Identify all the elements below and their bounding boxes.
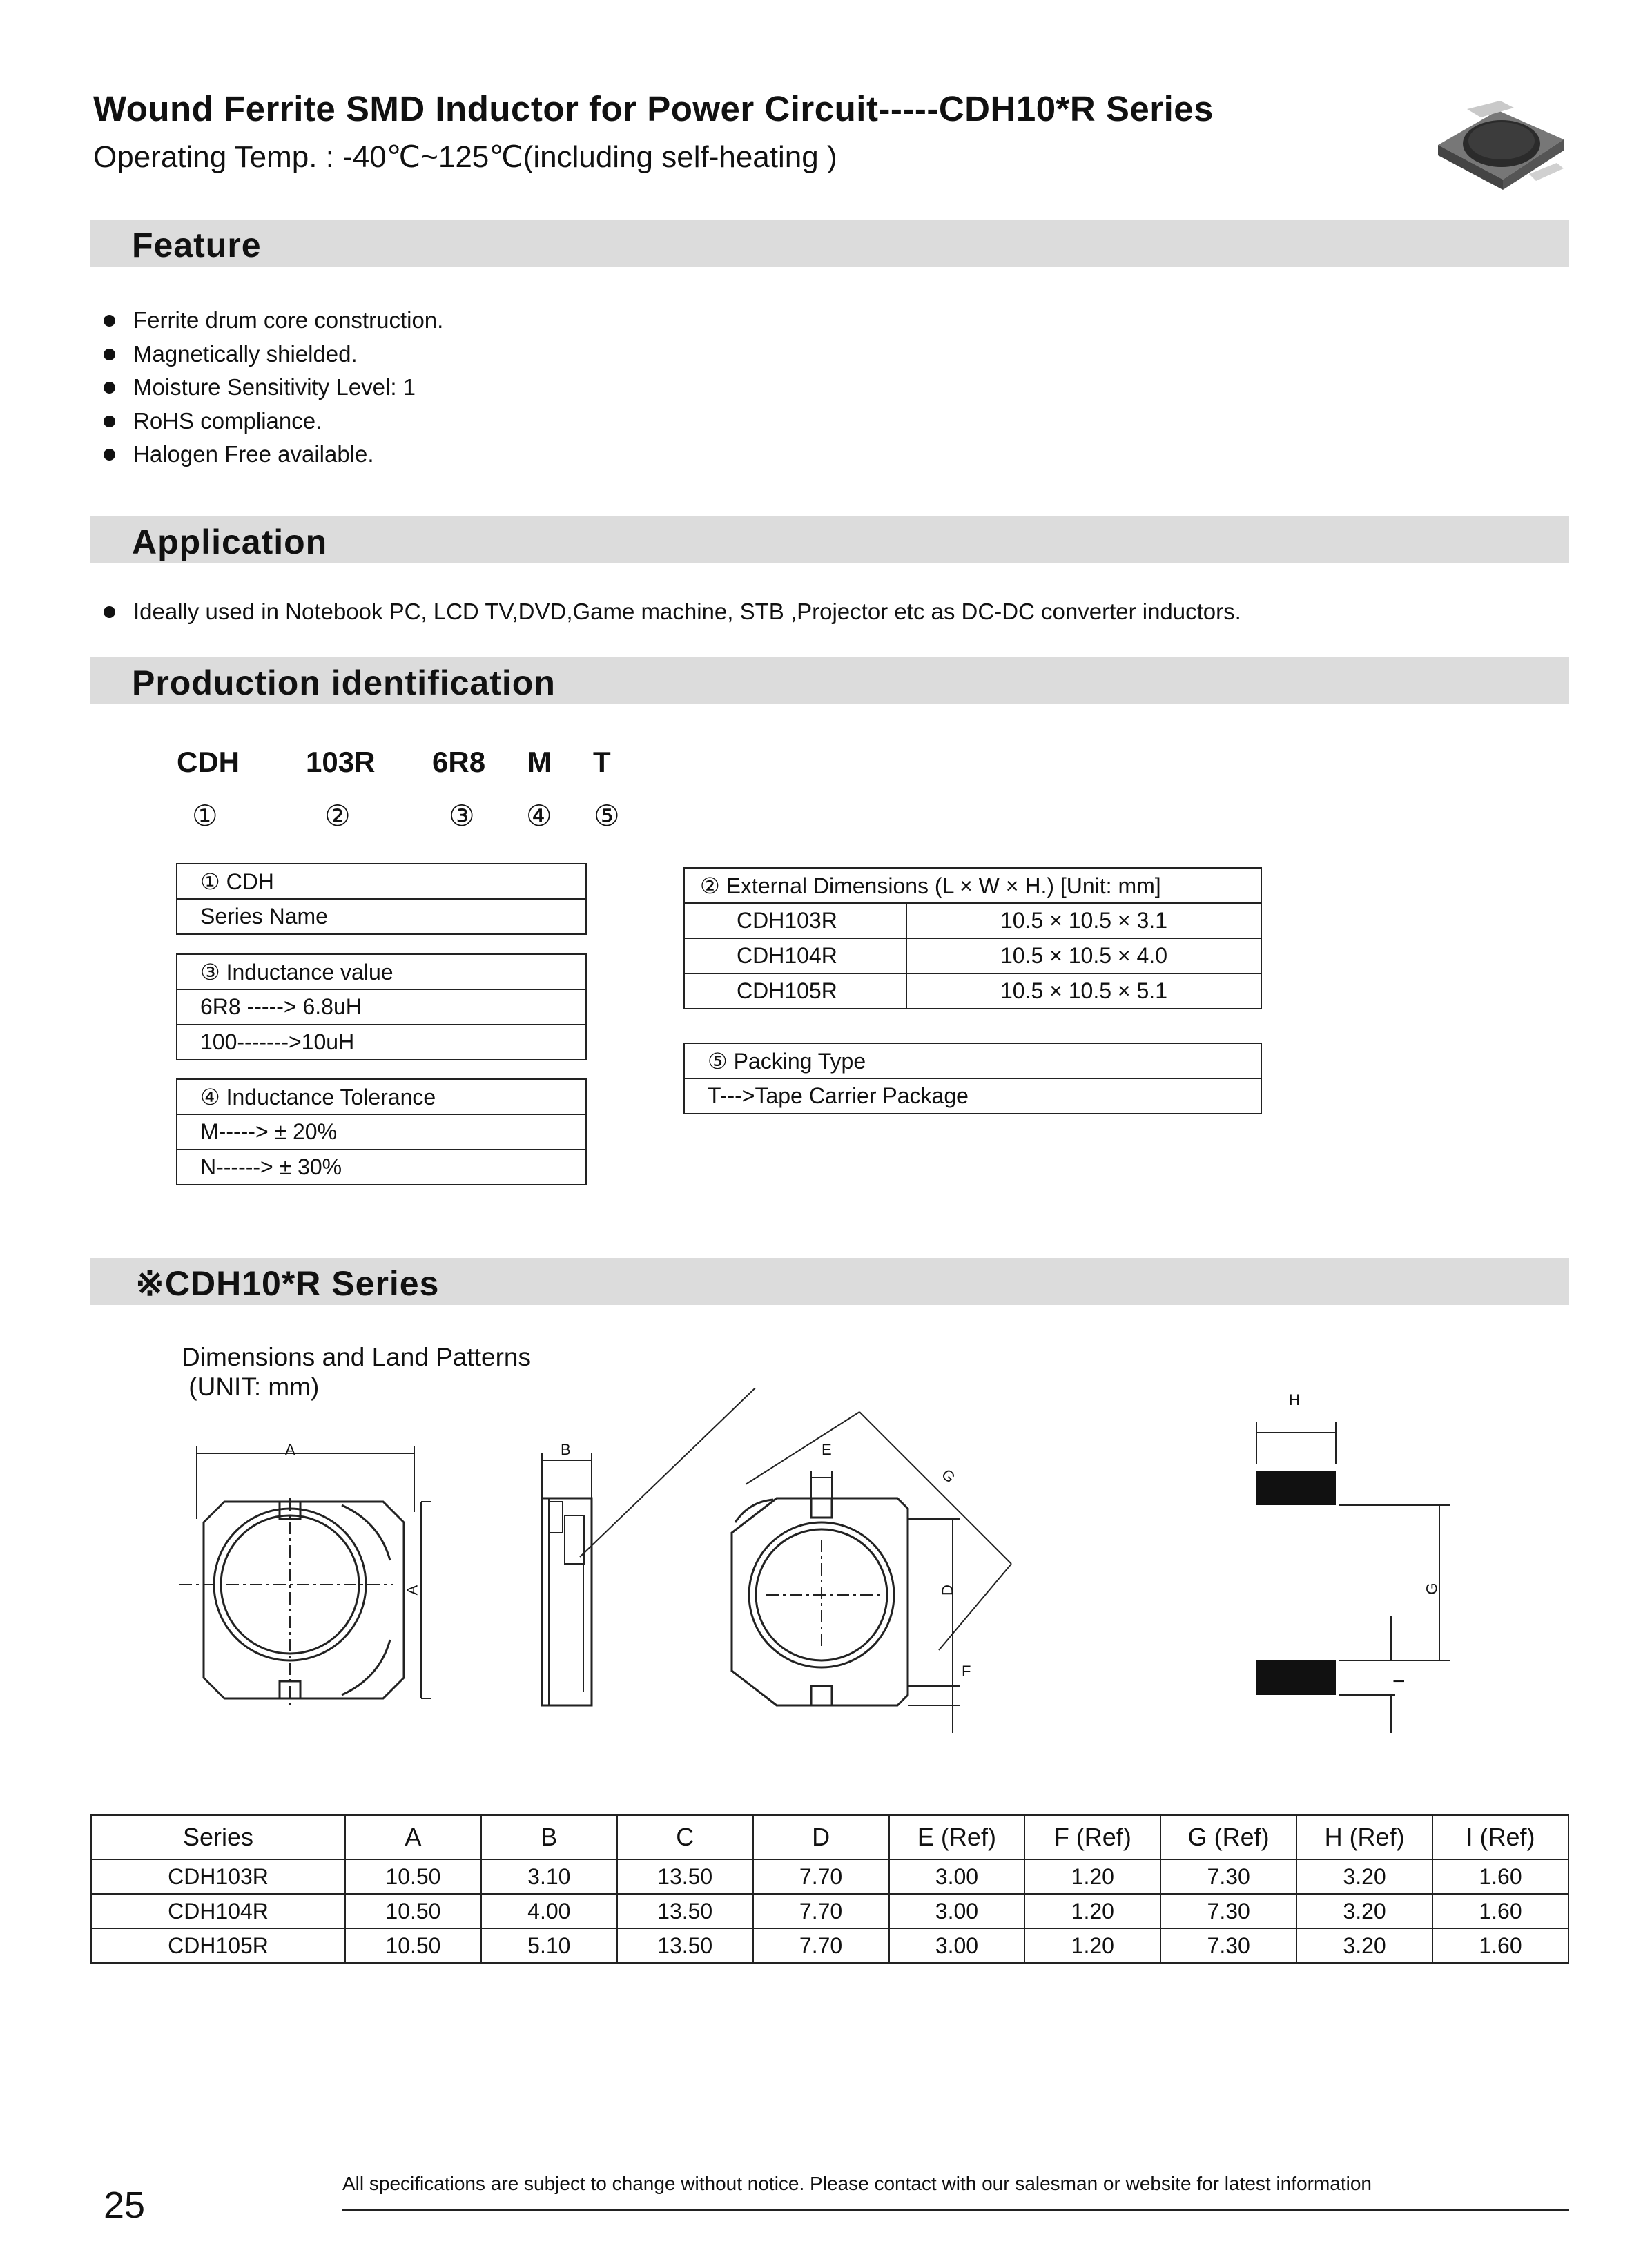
- column-header: D: [753, 1815, 889, 1859]
- top-view-drawing: [179, 1446, 431, 1705]
- dimensions-series: CDH105R: [684, 973, 906, 1009]
- table-cell: 3.10: [481, 1859, 617, 1894]
- table-cell: 1.60: [1432, 1894, 1568, 1928]
- feature-item: Halogen Free available.: [104, 438, 443, 472]
- code-number-2: ②: [324, 800, 351, 832]
- table-cell: 7.30: [1160, 1928, 1296, 1963]
- table-row: [91, 1859, 1568, 1894]
- dimension-label-b: B: [561, 1441, 571, 1458]
- feature-item: Ferrite drum core construction.: [104, 304, 443, 338]
- side-view-drawing: [542, 1453, 592, 1705]
- series-section-header: [90, 1258, 1569, 1305]
- table-cell: 1.20: [1024, 1928, 1160, 1963]
- bottom-view-drawing: [580, 1388, 1011, 1733]
- table-cell: 3.00: [889, 1928, 1025, 1963]
- code-part-inductance: 6R8: [432, 746, 486, 778]
- table-cell: 7.70: [753, 1859, 889, 1894]
- packing-row: T--->Tape Carrier Package: [684, 1078, 1261, 1114]
- table-cell: 7.30: [1160, 1859, 1296, 1894]
- column-header: E (Ref): [889, 1815, 1025, 1859]
- application-section-header: [90, 516, 1569, 563]
- table-cell: 7.30: [1160, 1894, 1296, 1928]
- inductance-header: ③ Inductance value: [177, 954, 586, 989]
- code-number-5: ⑤: [594, 800, 620, 832]
- application-heading: Application: [132, 523, 328, 561]
- dimension-label-h: H: [1289, 1391, 1300, 1408]
- table-cell: 1.20: [1024, 1859, 1160, 1894]
- packing-type-table: [683, 1043, 1262, 1114]
- feature-heading: Feature: [132, 226, 262, 264]
- footer-note: All specifications are subject to change without notice. Please contact with our salesman or website for latest information: [342, 2173, 1372, 2194]
- land-pattern-drawing: [1256, 1422, 1450, 1733]
- table-cell: 1.20: [1024, 1894, 1160, 1928]
- code-number-3: ③: [449, 800, 475, 832]
- table-row: [684, 903, 1261, 938]
- series-name-table: [176, 863, 587, 935]
- external-dimensions-table: [683, 867, 1262, 1009]
- table-cell: 5.10: [481, 1928, 617, 1963]
- feature-item: Moisture Sensitivity Level: 1: [104, 371, 443, 405]
- column-header: I (Ref): [1432, 1815, 1568, 1859]
- table-cell: 3.00: [889, 1894, 1025, 1928]
- table-cell: 3.20: [1296, 1894, 1432, 1928]
- series-heading: ※CDH10*R Series: [135, 1264, 440, 1303]
- table-row: [91, 1928, 1568, 1963]
- table-cell: 7.70: [753, 1894, 889, 1928]
- feature-section-header: [90, 220, 1569, 267]
- table-cell: 10.50: [345, 1928, 481, 1963]
- code-part-tolerance: M: [527, 746, 552, 778]
- operating-temperature: Operating Temp. : -40℃~125℃(including self-heating ): [93, 140, 837, 174]
- dimension-label-a-vertical: A: [403, 1585, 421, 1596]
- code-part-series: CDH: [177, 746, 240, 778]
- dimensions-value: 10.5 × 10.5 × 4.0: [906, 938, 1261, 973]
- inductance-row: 100------->10uH: [177, 1025, 586, 1060]
- dimension-label-a: A: [285, 1441, 295, 1458]
- dimensions-value: 10.5 × 10.5 × 5.1: [906, 973, 1261, 1009]
- table-cell: 1.60: [1432, 1859, 1568, 1894]
- inductance-value-table: [176, 953, 587, 1060]
- series-name-row: Series Name: [177, 899, 586, 934]
- table-cell: 7.70: [753, 1928, 889, 1963]
- table-cell: 4.00: [481, 1894, 617, 1928]
- code-number-1: ①: [192, 800, 218, 832]
- column-header: F (Ref): [1024, 1815, 1160, 1859]
- packing-header: ⑤ Packing Type: [684, 1043, 1261, 1078]
- dimensions-series: CDH104R: [684, 938, 906, 973]
- dimension-label-f: F: [962, 1663, 971, 1680]
- table-cell: 3.00: [889, 1859, 1025, 1894]
- tolerance-row: M-----> ± 20%: [177, 1114, 586, 1150]
- code-part-packing: T: [593, 746, 611, 778]
- column-header: Series: [91, 1815, 345, 1859]
- specification-table: [90, 1814, 1569, 1964]
- table-cell: 10.50: [345, 1859, 481, 1894]
- tolerance-header: ④ Inductance Tolerance: [177, 1079, 586, 1114]
- column-header: B: [481, 1815, 617, 1859]
- table-cell: 13.50: [617, 1928, 753, 1963]
- table-row: [91, 1894, 1568, 1928]
- drawing-unit: (UNIT: mm): [182, 1373, 320, 1401]
- dimension-label-g: G: [1423, 1582, 1441, 1595]
- series-name-header: ① CDH: [177, 864, 586, 899]
- table-cell: 1.60: [1432, 1928, 1568, 1963]
- inductance-row: 6R8 -----> 6.8uH: [177, 989, 586, 1025]
- table-cell: CDH103R: [91, 1859, 345, 1894]
- table-cell: 13.50: [617, 1894, 753, 1928]
- column-header: G (Ref): [1160, 1815, 1296, 1859]
- dimension-label-e: E: [822, 1441, 832, 1458]
- production-heading: Production identification: [132, 663, 556, 702]
- tolerance-table: [176, 1078, 587, 1185]
- column-header: H (Ref): [1296, 1815, 1432, 1859]
- code-part-dimension: 103R: [306, 746, 376, 778]
- table-cell: CDH104R: [91, 1894, 345, 1928]
- dimension-label-d: D: [938, 1585, 956, 1596]
- feature-list: [104, 304, 443, 472]
- feature-item: Magnetically shielded.: [104, 338, 443, 371]
- code-number-4: ④: [526, 800, 552, 832]
- column-header: A: [345, 1815, 481, 1859]
- drawing-caption: Dimensions and Land Patterns: [182, 1343, 531, 1371]
- table-cell: CDH105R: [91, 1928, 345, 1963]
- dimensions-value: 10.5 × 10.5 × 3.1: [906, 903, 1261, 938]
- table-cell: 3.20: [1296, 1859, 1432, 1894]
- production-section-header: [90, 657, 1569, 704]
- table-row: [684, 973, 1261, 1009]
- table-cell: 3.20: [1296, 1928, 1432, 1963]
- feature-item: RoHS compliance.: [104, 405, 443, 438]
- column-header: C: [617, 1815, 753, 1859]
- dimensions-series: CDH103R: [684, 903, 906, 938]
- table-cell: 13.50: [617, 1859, 753, 1894]
- application-list: [104, 595, 1241, 629]
- table-header-row: [91, 1815, 1568, 1859]
- table-row: [684, 938, 1261, 973]
- dimensions-header: ② External Dimensions (L × W × H.) [Unit: mm]: [684, 868, 1261, 903]
- product-photo: [1426, 97, 1571, 200]
- dimension-label-i: I: [1390, 1678, 1408, 1684]
- page-number: 25: [104, 2185, 146, 2226]
- tolerance-row: N------> ± 30%: [177, 1150, 586, 1185]
- table-cell: 10.50: [345, 1894, 481, 1928]
- dimension-label-g-diagonal: G: [938, 1465, 959, 1486]
- dimension-drawing: [166, 1388, 1477, 1733]
- page-title: Wound Ferrite SMD Inductor for Power Circuit-----CDH10*R Series: [93, 89, 1214, 128]
- application-item: Ideally used in Notebook PC, LCD TV,DVD,Game machine, STB ,Projector etc as DC-DC converter inductors.: [104, 595, 1241, 629]
- footer-divider: [342, 2209, 1569, 2211]
